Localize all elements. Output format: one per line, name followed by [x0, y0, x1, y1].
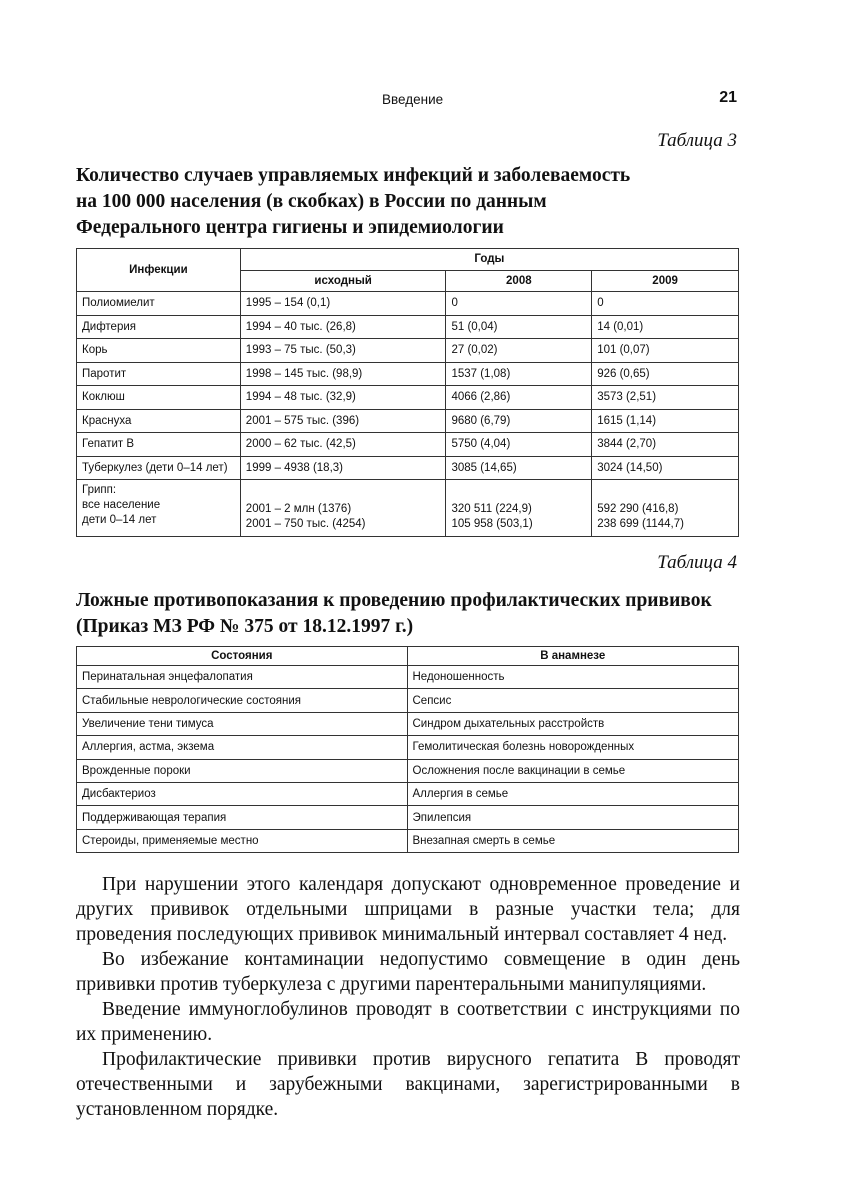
- table-row: [77, 362, 739, 386]
- table-row: [77, 689, 739, 712]
- flu-sub-all: все население: [82, 499, 161, 511]
- cell: Недоношенность: [407, 666, 739, 689]
- table-row: [77, 712, 739, 735]
- cell: 14 (0,01): [592, 315, 739, 339]
- cell: 1615 (1,14): [592, 409, 739, 433]
- table-row: [77, 292, 739, 316]
- cell: 51 (0,04): [446, 315, 592, 339]
- cell: 1537 (1,08): [446, 362, 592, 386]
- paragraph: Профилактические прививки против вирусного гепатита В проводят отечественными и зарубежными вакцинами, зарегистрированными в установленном порядке.: [76, 1049, 740, 1120]
- cell: Стероиды, применяемые местно: [77, 829, 408, 852]
- flu-2008-children: 105 958 (503,1): [451, 518, 533, 530]
- cell: 1994 – 48 тыс. (32,9): [240, 386, 446, 410]
- cell: 926 (0,65): [592, 362, 739, 386]
- flu-initial-children: 2001 – 750 тыс. (4254): [245, 518, 366, 530]
- cell: 4066 (2,86): [446, 386, 592, 410]
- table-row: [77, 782, 739, 805]
- table-row: [77, 456, 739, 480]
- paragraph: Введение иммуноглобулинов проводят в соответствии с инструкциями по их применению.: [76, 999, 740, 1045]
- paragraph: При нарушении этого календаря допускают одновременное проведение и других прививок отдельными шприцами в разные участки тела; для проведения последующих прививок минимальный интервал составляет 4 нед.: [76, 874, 740, 945]
- table-row: [77, 315, 739, 339]
- table-row: [77, 386, 739, 410]
- cell: Туберкулез (дети 0–14 лет): [77, 456, 241, 480]
- table4-title-line: Ложные противопоказания к проведению профилактических прививок: [76, 590, 712, 611]
- cell: Сепсис: [407, 689, 739, 712]
- cell: Врожденные пороки: [77, 759, 408, 782]
- cell: Дисбактериоз: [77, 782, 408, 805]
- table4-label: Таблица 4: [657, 552, 737, 573]
- cell: 0: [446, 292, 592, 316]
- cell: 1994 – 40 тыс. (26,8): [240, 315, 446, 339]
- cell: Гепатит В: [77, 433, 241, 457]
- cell: Стабильные неврологические состояния: [77, 689, 408, 712]
- cell: 2001 – 575 тыс. (396): [240, 409, 446, 433]
- cell: Перинатальная энцефалопатия: [77, 666, 408, 689]
- table3-label: Таблица 3: [657, 130, 737, 151]
- flu-2009-children: 238 699 (1144,7): [597, 518, 684, 530]
- col-2009-header: 2009: [592, 270, 739, 292]
- cell: Эпилепсия: [407, 806, 739, 829]
- table4-title-line: (Приказ МЗ РФ № 375 от 18.12.1997 г.): [76, 616, 414, 637]
- cell: 0: [592, 292, 739, 316]
- col-state-header: Состояния: [77, 647, 408, 666]
- cell: Синдром дыхательных расстройств: [407, 712, 739, 735]
- paragraph: Во избежание контаминации недопустимо совмещение в один день прививки против туберкулеза с другими парентеральными манипуляциями.: [76, 949, 740, 995]
- cell: 3573 (2,51): [592, 386, 739, 410]
- flu-name-cell: [77, 480, 241, 537]
- cell: Внезапная смерть в семье: [407, 829, 739, 852]
- cell: Аллергия, астма, экзема: [77, 736, 408, 759]
- cell: 3844 (2,70): [592, 433, 739, 457]
- flu-2008-cell: [446, 480, 592, 537]
- cell: 9680 (6,79): [446, 409, 592, 433]
- cell: 1995 – 154 (0,1): [240, 292, 446, 316]
- col-initial-header: исходный: [240, 270, 446, 292]
- table3-title-line: на 100 000 населения (в скобках) в России по данным: [76, 191, 547, 212]
- cell: 1998 – 145 тыс. (98,9): [240, 362, 446, 386]
- cell: Дифтерия: [77, 315, 241, 339]
- page-number: 21: [719, 89, 737, 106]
- flu-initial-all: 2001 – 2 млн (1376): [245, 503, 352, 515]
- table-row: [77, 666, 739, 689]
- col-years-header: Годы: [240, 249, 738, 271]
- flu-sub-children: дети 0–14 лет: [82, 514, 157, 526]
- table-row: [77, 409, 739, 433]
- cell: 27 (0,02): [446, 339, 592, 363]
- flu-2009-all: 592 290 (416,8): [597, 503, 679, 515]
- cell: Поддерживающая терапия: [77, 806, 408, 829]
- cell: Увеличение тени тимуса: [77, 712, 408, 735]
- flu-name: Грипп:: [82, 484, 117, 496]
- cell: Аллергия в семье: [407, 782, 739, 805]
- cell: 2000 – 62 тыс. (42,5): [240, 433, 446, 457]
- table-row: [77, 339, 739, 363]
- infections-table: [76, 248, 739, 537]
- body-text: [76, 872, 740, 1122]
- flu-2009-cell: [592, 480, 739, 537]
- table-row: [77, 433, 739, 457]
- table-row: [77, 759, 739, 782]
- flu-2008-all: 320 511 (224,9): [451, 503, 532, 515]
- contraindications-table: [76, 646, 739, 853]
- table-row: [77, 829, 739, 852]
- table3-title-line: Федерального центра гигиены и эпидемиологии: [76, 217, 504, 238]
- table4-title: [76, 588, 746, 640]
- cell: 101 (0,07): [592, 339, 739, 363]
- cell: Полиомиелит: [77, 292, 241, 316]
- cell: Коклюш: [77, 386, 241, 410]
- table-row-flu: [77, 480, 739, 537]
- col-infection-header: Инфекции: [77, 249, 241, 292]
- cell: 3085 (14,65): [446, 456, 592, 480]
- cell: Гемолитическая болезнь новорожденных: [407, 736, 739, 759]
- table3-title-line: Количество случаев управляемых инфекций и заболеваемость: [76, 165, 631, 186]
- running-header: Введение: [382, 92, 444, 107]
- cell: Осложнения после вакцинации в семье: [407, 759, 739, 782]
- table-row: [77, 806, 739, 829]
- col-history-header: В анамнезе: [407, 647, 739, 666]
- cell: 3024 (14,50): [592, 456, 739, 480]
- table-row: [77, 736, 739, 759]
- cell: 1999 – 4938 (18,3): [240, 456, 446, 480]
- cell: 5750 (4,04): [446, 433, 592, 457]
- flu-initial-cell: [240, 480, 446, 537]
- cell: Паротит: [77, 362, 241, 386]
- col-2008-header: 2008: [446, 270, 592, 292]
- cell: 1993 – 75 тыс. (50,3): [240, 339, 446, 363]
- table3-title: [76, 163, 746, 241]
- cell: Краснуха: [77, 409, 241, 433]
- cell: Корь: [77, 339, 241, 363]
